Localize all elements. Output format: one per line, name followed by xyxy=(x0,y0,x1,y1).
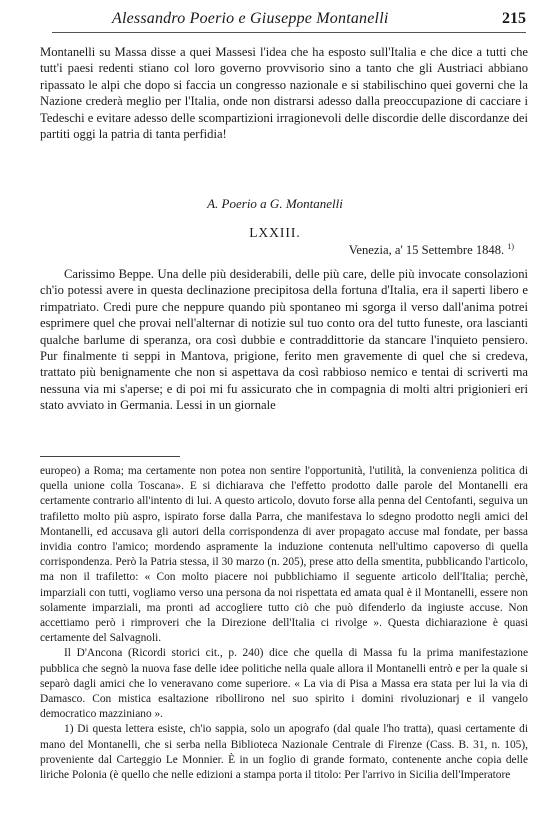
dateline-text: Venezia, a' 15 Settembre 1848. xyxy=(348,243,505,258)
footnote-ref: 1) xyxy=(507,242,514,251)
dateline xyxy=(349,242,514,258)
footnote-paragraph: Il D'Ancona (Ricordi storici cit., p. 240) dice che quella di Massa fu la prima manifestazione pubblica che segnò la nuova fase delle idee politiche nella quale allora il Montanelli entrò e per la quale si separò dagli amici che lo veneravano come superiore. « La via di Pisa a Massa era stata per lui la via di Damasco. Con mistica esaltazione ribollirono nel suo spirito i domini rivoluzionarj e il vangelo democratico mazziniano ». xyxy=(40,647,528,721)
letter-number: LXXIII. xyxy=(249,225,301,240)
paragraph: Montanelli su Massa disse a quei Massesi l'idea che ha esposto sull'Italia e che dice a tutti che tutt'i paesi redenti stiano col loro governo provvisorio sino a tanto che gli Austriaci abbiano ripassato le alpi che dopo si faccia un congresso nazionale e si stabilischino quei governi che la Nazione crederà meglio per l'Italia, onde non distrarsi adesso dalla preoccupazione di cacciare i Tedeschi e evitare adesso delle scompartizioni irragionevoli delle discordie delle discordanze dei partiti oggi la patria di tanta perfidia! xyxy=(40,45,528,142)
page-number: 215 xyxy=(502,10,526,27)
footnote-1: 1) Di questa lettera esiste, ch'io sappia, solo un apografo (dal quale l'ho tratta), quasi certamente di mano del Montanelli, che si serba nella Biblioteca Nazionale Centrale di Firenze (Cass. B. 31, n. 105), proveniente dal Carteggio Le Monnier. È in un foglio di grande formato, contenente anche copia delle liriche Polonia (è quello che nelle edizioni a stampa porta il titolo: Per l'arrivo in Sicilia dell'Imperatore xyxy=(40,723,528,782)
footnote-continuation: europeo) a Roma; ma certamente non potea non sentire l'opportunità, l'utilità, la convenienza politica di quella unione colla Toscana». E si dichiarava che l'effetto prodotto dalle parole del Montanelli era certamente contrario all'intento di lui. A questo articolo, dovuto forse alla penna del Centofanti, seguiva un trafiletto molto più aspro, ispirato forse dalla Parra, che manifestava lo sdegno prodotto negli amici del Montanelli, ed accusava gli autori della corrispondenza di aver propagato accuse mal fondate, per bassa invidia contro l'amico; mordendo aspramente la induzione contenuta nell'ultimo capoverso di quella corrispondenza. Però la Patria stessa, il 30 marzo (n. 205), prese atto della smentita, pubblicando l'articolo, ma non il trafiletto: « Con molto piacere noi pubblichiamo il seguente articolo dell'Italia; perchè, imparziali con tutti, vogliamo verso una persona da noi rispettata ed amata qual è il Montanelli, essere non solamente imparziali, ma pronti ad accogliere tutto ciò che può difenderlo da ingiuste accuse. Non accettiamo però i rimproveri che la Direzione dell'Italia ci rivolge ». Questa dichiarazione è quasi certamente del Salvagnoli. xyxy=(40,465,528,645)
letter-heading: A. Poerio a G. Montanelli xyxy=(207,196,343,211)
letter-body xyxy=(40,266,528,414)
footnote-divider xyxy=(40,456,180,457)
running-title: Alessandro Poerio e Giuseppe Montanelli xyxy=(112,10,389,27)
previous-letter-ending xyxy=(40,44,528,142)
footnotes xyxy=(40,464,528,783)
running-header xyxy=(52,10,526,33)
paragraph: Carissimo Beppe. Una delle più desiderabili, delle più care, delle più invocate consolazioni ch'io potessi avere in questa declinazione precipitosa della fortuna d'Italia, era il saperti libero e rimpatriato. Credi pure che neppure quando più spontaneo mi sgorga il verso dall'anima potrei esprimere quel che provai nell'alternar di notizie sul tuo conto ora del tutto funeste, ora lascianti qualche barlume di speranza, ora così dubbie e contraddittorie da stancare l'inquieto pensiero. Pur finalmente ti seppi in Mantova, prigione, ferito men gravemente di quel che si credeva, trattato più benignamente che non si aspettava da così rabbioso nemico e tentai di scriverti ma nessuna via mi s'aperse; e di poi mi fu assicurato che in compagnia di molti altri prigionieri eri stato avviato in Germania. Lessi in un giornale xyxy=(40,267,528,413)
